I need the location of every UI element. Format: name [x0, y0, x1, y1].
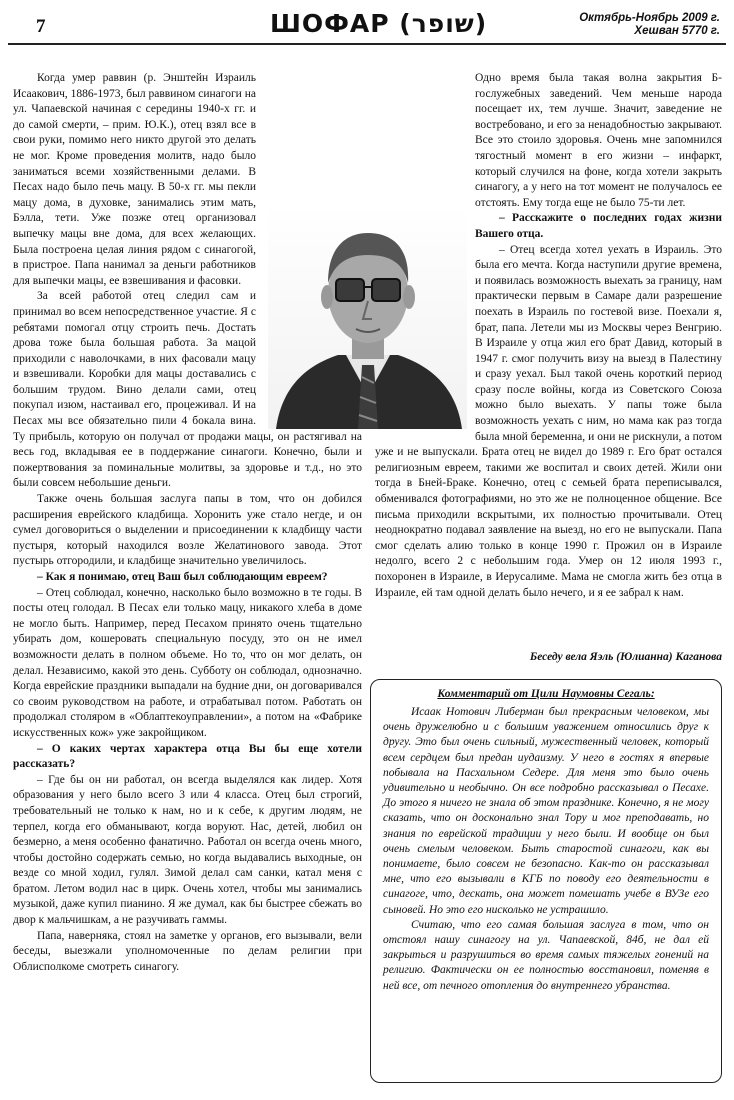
- portrait-photo: [268, 205, 467, 429]
- interview-question: – Расскажите о последних годах жизни Вашего отца.: [475, 212, 722, 240]
- article-paragraph: Когда умер раввин (р. Энштейн Израиль Исаакович, 1886-1973, был раввином синагоги на ул. Чапаевской начиная с середины 1940-х гг. и до самой смерти, – прим. Ю.К.), отец взял все в свои руки, помимо него никто другой это делать не мог. Кроме проведения молитв, надо было заниматься всеми хозяйственными делами. В Песах надо было печь мацу. В 50-х гг. мы пекли мацу дома, в духовке, занимались этим мать, Бэлла, тети. Уже позже отец организовал выпечку мацы вне дома, для всех желающих. Была построена целая линия рядом с синагогой, в пристрое. Папа нанимал за деньги работников для выпечки мацы, ее взвешивания и фасовки.: [13, 72, 256, 287]
- issue-date: Октябрь-Ноябрь 2009 г.: [579, 12, 720, 24]
- article-paragraph: Папа, наверняка, стоял на заметке у органов, его вызывали, вели беседы, выезжали уполномоченные по делам религии при Облисполкоме смотреть синагогу.: [13, 929, 362, 973]
- interview-question: – Как я понимаю, отец Ваш был соблюдающим евреем?: [37, 571, 328, 583]
- comment-paragraph: Считаю, что его самая большая заслуга в том, что он отстоял нашу синагогу на ул. Чапаевской, 84б, не дал ей закрыться и разрушиться во время самых тяжелых гонений на религию. Фактически он ее полностью восстановил, поменяв в ней все, от печного отопления до внутреннего убранства.: [383, 918, 709, 992]
- page-number: 7: [36, 16, 46, 37]
- article-paragraph: За всей работой отец следил сам и принимал во всем непосредственное участие. Я с ребятами помогал отцу строить печь. Достать дрова тоже была большая работа. За мацой приходили с наволочками, в них фасовали мацу и взвешивали. Коробки для мацы доставались с большим трудом. Вино делали сами, отец покупал изюм, настаивал его, процеживал. И на Песах мы все обязательно пили 4 бокала вина. Ту прибыль, которую он получал от продажи мацы, он растягивал на весь год, вкладывая ее в поддержание синагоги. Конечно, были и пожертвования за поминальные молитвы, за здоровье и т.д., но это были совсем небольшие деньги.: [13, 290, 362, 490]
- interview-signature: Беседу вела Яэль (Юлианна) Каганова: [529, 651, 722, 663]
- comment-box-title: Комментарий от Цили Наумовны Сегаль:: [437, 688, 655, 700]
- issue-info: [579, 12, 720, 38]
- article-paragraph: – Отец всегда хотел уехать в Израиль. Это была его мечта. Когда наступили другие времена, и появилась возможность выехать за границу, нам практически первым в Самаре дали разрешение поехать в Израиль по гостевой визе. Поехали я, брат, папа. Летели мы из Москвы через Венгрию. В Израиле у отца жил его брат Давид, который в 1947 г. смог получить визу на выезд в Палестину и сразу уехал. Был такой очень короткий период сразу после войны, когда из Советского Союза можно было выехать. У папы тоже была возможность уехать с ним, но мама как раз тогда была мной беременна, и они не рискнули, а потом уже и не выпускали. Брата отец не видел до 1989 г. Его брат остался религиозным евреем, такими же воспитал и своих детей. Жили они тогда в Бней-Браке. Конечно, отец с семьей брата переписывался, обменивался фотографиями, но это же не полноценное общение. Все письма приходили вскрытыми, их полностью прочитывали. Отец неоднократно подавал заявление на выезд, но его не выпускали. Папа смог сделать алию только в конце 1990 г. Прожил он в Израиле недолго, всего 2 с небольшим года. Умер он 12 июля 1993 г., похоронен в Израиле, в Иерусалиме. Мама не смогла жить без отца в Израиле, ей там одной делать было нечего, и я ее забрал к нам.: [375, 243, 722, 599]
- portrait-photo-image: [268, 205, 467, 429]
- newspaper-masthead: ШОФАР (שופר): [270, 9, 488, 38]
- comment-box: [370, 679, 722, 1083]
- interview-question: – О каких чертах характера отца Вы бы еще хотели рассказать?: [13, 742, 362, 771]
- article-paragraph: – Отец соблюдал, конечно, насколько было возможно в те годы. В посты отец голодал. В Песах ели только мацу, никакого хлеба в доме не могло быть. Например, перед Песахом принято очень тщательно убирать дом, кошеровать специальную посуду, это он не имел возможности делать в полном объеме. Но то, что он мог делать, он делал. Независимо, какой это день. Субботу он соблюдал, однозначно. Когда еврейские праздники выпадали на будние дни, он договаривался со своим руководством на работе, и отрабатывал потом. Работать он продолжал столяром в «Облаптекоуправлении», а потом на «Фабрике искусственных кож» уже закройщиком.: [13, 586, 362, 739]
- issue-hebrew-date: Хешван 5770 г.: [634, 25, 720, 37]
- article-paragraph: Также очень большая заслуга папы в том, что он добился расширения еврейского кладбища. Хоронить уже стало негде, и он сумел договориться о выделении и присоединении к кладбищу части пустыря, который находился возле Желатинового завода. Этот пустырь отгородили, и кладбище значительно увеличилось.: [13, 493, 362, 568]
- article-paragraph: – Где бы он ни работал, он всегда выделялся как лидер. Хотя образования у него было всего 3 или 4 класса. Отец был строгий, требовательный не только к нам, но и к себе, к другим людям, не терпел, когда его обманывают, когда воруют. Нас, детей, любил он безмерно, а меня особенно фанатично. Работал он всегда очень много, чтобы достойно содержать семью, но когда выдавались выходные, он везде со мной ходил, гулял. Зимой делал сам санки, катал меня с братом. Летом водил нас в цирк. Очень хотел, чтобы мы занимались музыкой, даже купил пианино. Я же думал, как бы быстрее сбежать во двор к мальчишкам, а не разучивать гаммы.: [13, 773, 362, 927]
- header-rule: [8, 43, 726, 45]
- article-paragraph: Одно время была такая волна закрытия Б-гослужебных заведений. Чем меньше народа посещает их, тем лучше. Значит, заведение не востребовано, и его за ненадобностью закрывают. Все это стоило здоровья. Очень мне запомнился тягостный момент в его жизни – инфаркт, который случился на фоне, когда хотели закрыть синагогу, а у него на тот момент не получалось ее отстоять. Ему тогда еще не было 75-ти лет.: [475, 72, 722, 209]
- page-header: [0, 0, 734, 44]
- comment-paragraph: Исаак Нотович Либерман был прекрасным человеком, мы очень дружелюбно и с большим уважением относились друг к другу. Это был очень сильный, мужественный человек, который всем сердцем был предан иудаизму. У него в гостях я впервые побывала на Пасхальном Седере. Для меня это было очень удивительно и необычно. Он все подробно рассказывал о Песахе. До этого я ничего не знала об этом празднике. Конечно, я не могу сказать, что он досконально знал Тору и мог преподавать, но знания по еврейской традиции у него были. И вообще он был очень смелым человеком. Быть старостой синагоги, как вы понимаете, было совсем не безопасно. Как-то он рассказывал мне, что его вызывали в КГБ по поводу его деятельности в синагоге, что, дескать, она может помешать учебе в ВУЗе его сыновей. Но это его нисколько не устрашило.: [383, 706, 709, 916]
